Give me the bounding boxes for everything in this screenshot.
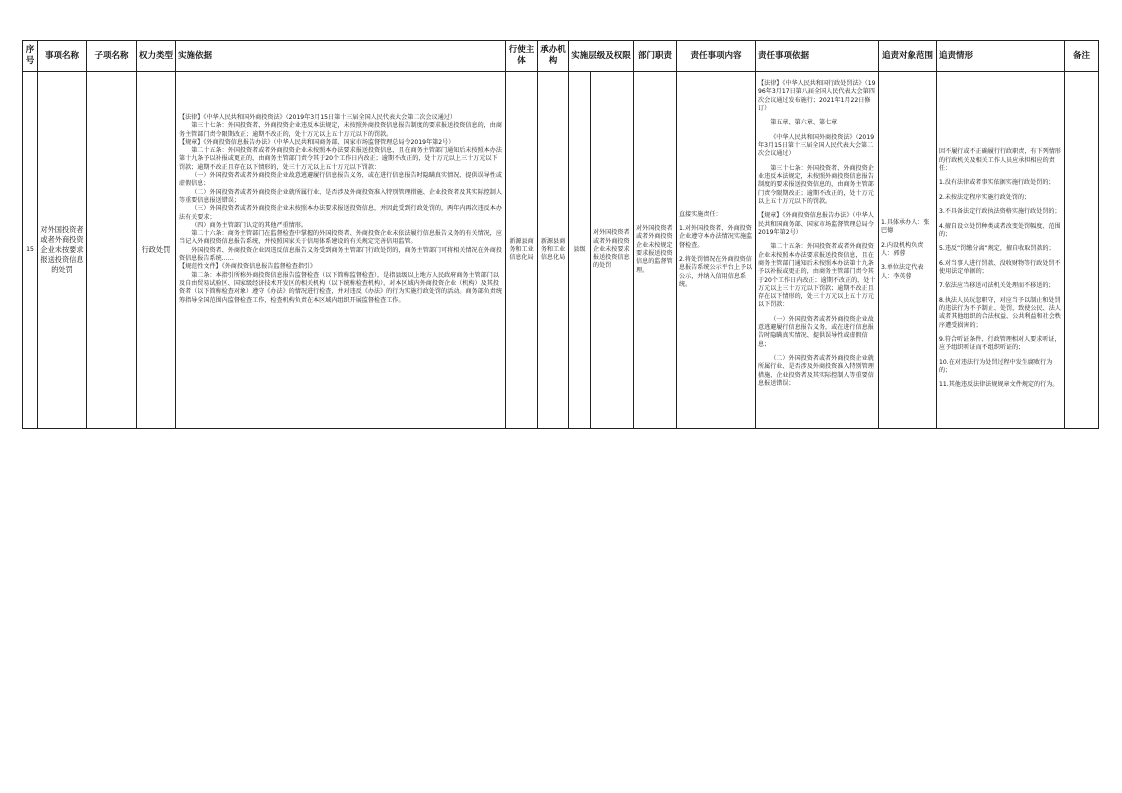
- basis-paragraphs: [179, 74, 502, 426]
- cell-scope: [879, 72, 937, 429]
- power-list-table: [22, 40, 1099, 429]
- header-org: 承办机构: [538, 41, 569, 72]
- basis-paragraph: （二）外国投资者或者外商投资企业就所属行业、是否涉及外商投资准入特别管理措施、企业投资者及其实际控制人等重要信息报送错误；: [179, 188, 502, 204]
- cell-resp-content: [677, 72, 756, 429]
- situation-paragraph: 8.执法人员玩忽职守，对应当予以制止和处罚的违法行为不予制止、处罚，致使公民、法人或者其他组织的合法权益、公共利益和社会秩序遭受损害的；: [939, 296, 1061, 329]
- situation-paragraph: 4.擅自设立处罚种类或者改变处罚幅度、范围的；: [939, 222, 1061, 238]
- cell-remark: [1065, 72, 1099, 429]
- resp-content-paragraph: 2.将处罚情况在外商投资信息报告系统公示平台上予以公示，并纳入信用信息系统。: [679, 256, 753, 288]
- cell-item-name: 对外国投资者或者外商投资企业未按要求报送投资信息的处罚: [38, 72, 87, 429]
- cell-power-type: 行政处罚: [137, 72, 176, 429]
- cell-level-auth: 对外国投资者或者外商投资企业未按要求报送投资信息的处罚: [591, 72, 634, 429]
- header-resp-basis: 责任事项依据: [756, 41, 879, 72]
- header-resp-content: 责任事项内容: [677, 41, 756, 72]
- cell-sub-item: [87, 72, 137, 429]
- resp-basis-paragraph: 第三十七条：外国投资者、外商投资企业违反本法规定，未按照外商投资信息报告制度的要求报送投资信息的，由商务主管部门责令限期改正；逾期不改正的，处十万元以上五十万元以下的罚款。: [758, 164, 874, 205]
- cell-dept-duty: 对外国投资者或者外商投资企业未按规定要求报送投资信息的监督管理。: [634, 72, 677, 429]
- cell-seq: 15: [23, 72, 38, 429]
- resp-basis-paragraph: 第二十五条：外国投资者或者外商投资企业未按照本办法要求报送投资信息，且在商务主管部门通知后未按照本办法第十九条予以补报或更正的，由商务主管部门责令其于20个工作日内改正；逾期不改正的，处十万元以上三十万元以下罚款；逾期不改正且存在以下情形的，处三十万元以上五十万元以下罚款：: [758, 243, 876, 309]
- header-item-name: 事项名称: [38, 41, 87, 72]
- situation-paragraph: 10.在对违法行为处罚过程中发生腐败行为的；: [939, 358, 1053, 374]
- basis-paragraph: （四）商务主管部门认定的其他严重情形。: [191, 221, 307, 229]
- basis-paragraph: 第二十六条：商务主管部门在监督检查中掌握的外国投资者、外商投资企业未依法履行信息报告义务的有关情况，应当记入外商投资信息报告系统，并按照国家关于信用体系建设的有关规定完善信用监管。: [179, 230, 502, 246]
- header-power-type: 权力类型: [137, 41, 176, 72]
- header-seq: 序号: [23, 41, 38, 72]
- resp-basis-paragraph: 第五章、第六章、第七章: [770, 119, 838, 127]
- cell-level: 县级: [569, 72, 591, 429]
- situation-paragraph: 1.没有法律或者事实依据实施行政处罚的；: [939, 179, 1055, 187]
- basis-paragraph: （三）外国投资者或者外商投资企业未按照本办法要求报送投资信息，并因此受到行政处罚的，两年内再次违反本办法有关要求；: [179, 205, 502, 221]
- resp-basis-paragraph: （一）外国投资者或者外商投资企业故意逃避履行信息报告义务，或在进行信息报告时隐瞒真实情况、提供误导性或虚假信息；: [758, 315, 874, 348]
- resp-content-paragraph: 直接实施责任：: [679, 210, 722, 218]
- cell-subject: 新源县商务和工业信息化局: [506, 72, 538, 429]
- situation-paragraph: 6.对当事人进行罚款、没收财物等行政处罚不使用法定单据的；: [939, 259, 1061, 275]
- header-subject: 行使主体: [506, 41, 538, 72]
- situation-paragraph: 3.不具备法定行政执法资格实施行政处罚的；: [939, 208, 1061, 216]
- basis-paragraph: 第二十五条：外国投资者或者外商投资企业未按照本办法要求报送投资信息，且在商务主管部门通知后未按照本办法第十九条予以补报或更正的，由商务主管部门责令其于20个工作日内改正；逾期不改正的，处十万元以上三十万元以下罚款；逾期不改正且存在以下情形的，处三十万元以上五十万元以下罚款：: [179, 147, 502, 171]
- cell-situation: [937, 72, 1065, 429]
- situation-paragraph: 因不履行或不正确履行行政职责，有下列情形的行政机关及相关工作人员应承担相应的责任：: [939, 148, 1061, 172]
- scope-paragraph: 3.单位法定代表人：李英蓉: [881, 264, 924, 280]
- situation-paragraph: 11.其他违反法律法规规章文件规定的行为。: [939, 381, 1059, 389]
- resp-basis-paragraph: 《中华人民共和国外商投资法》（2019年3月15日第十三届全国人民代表大会第二次会议通过）: [758, 133, 875, 158]
- situation-paragraph: 7.依法应当移送司法机关处理而不移送的；: [939, 282, 1055, 290]
- resp-basis-paragraph: 【法律】《中华人民共和国行政处罚法》（1996年3月17日第八届全国人民代表大会第四次会议通过发布施行；2021年1月22日修订）: [758, 80, 876, 112]
- basis-paragraph: （一）外国投资者或者外商投资企业故意逃避履行信息报告义务，或在进行信息报告时隐瞒真实情况、提供误导性或虚假信息；: [179, 172, 502, 188]
- header-basis: 实施依据: [176, 41, 506, 72]
- header-sub-item: 子项名称: [87, 41, 137, 72]
- cell-org: 新源县商务和工业信息化局: [538, 72, 569, 429]
- basis-paragraph: 第二条：本指引所称外商投资信息报告监督检查（以下简称监督检查），是指县级以上地方人民政府商务主管部门以及自由贸易试验区、国家级经济技术开发区的相关机构（以下统称检查机构），对本区域内外商投资企业（机构）及其投资者（以下简称检查对象）遵守《办法》的情况进行检查，并对违反《办法》的行为实施行政处罚的活动。商务部负责统筹指导全国范围内监督检查工作，检查机构负责在本区域内组织开展监督检查工作。: [179, 271, 502, 304]
- basis-paragraph: 外国投资者、外商投资企业因违反信息报告义务受到商务主管部门行政处罚的，商务主管部门可将相关情况在外商投资信息报告系统……: [179, 246, 502, 263]
- basis-paragraph: 【法律】《中华人民共和国外商投资法》（2019年3月15日第十三届全国人民代表大会第二次会议通过）: [179, 114, 456, 121]
- cell-resp-basis: [756, 72, 879, 429]
- resp-content-paragraph: 1.对外国投资者、外商投资企业遵守本办法情况实施监督检查。: [679, 225, 753, 249]
- header-row: [23, 41, 1099, 72]
- situation-paragraph: 5.违反“罚缴分离”规定，擅自收取罚款的；: [939, 245, 1055, 253]
- header-level: 实施层级及权限: [569, 41, 634, 72]
- header-dept-duty: 部门职责: [634, 41, 677, 72]
- situation-paragraphs: [939, 104, 1062, 389]
- basis-paragraph: 【规范性文件】《外商投资信息报告监督检查指引》: [179, 263, 317, 271]
- header-scope: 追责对象范围: [879, 41, 937, 72]
- resp-basis-paragraphs: [758, 74, 876, 426]
- header-remark: 备注: [1065, 41, 1099, 72]
- resp-basis-paragraph: （二）外国投资者或者外商投资企业就所属行业、是否涉及外商投资准入特别管理措施、企业投资者及其实际控制人等重要信息报送错误；: [758, 355, 874, 387]
- header-situation: 追责情形: [937, 41, 1065, 72]
- scope-paragraph: 1.具体承办人：张巴德: [881, 219, 930, 235]
- cell-basis: [176, 72, 506, 429]
- scope-paragraph: 2.内设机构负责人：郭蓉: [881, 241, 924, 257]
- situation-paragraph: 9.符合听证条件、行政管理相对人要求听证，应予组织听证而不组织听证的；: [939, 335, 1061, 352]
- table-row: [23, 72, 1099, 429]
- situation-paragraph: 2.未按法定程序实施行政处罚的；: [939, 193, 1031, 201]
- scope-paragraphs: [881, 219, 934, 281]
- basis-paragraph: 【规章】《外商投资信息报告办法》（中华人民共和国商务部、国家市场监督管理总局令2019年第2号）: [179, 138, 455, 146]
- resp-basis-paragraph: 【规章】《外商投资信息报告办法》（中华人民共和国商务部、国家市场监督管理总局令2019年第2号）: [758, 212, 874, 236]
- basis-paragraph: 第三十七条：外国投资者、外商投资企业违反本法规定，未按照外商投资信息报告制度的要求报送投资信息的，由商务主管部门责令限期改正；逾期不改正的，处十万元以上五十万元以下的罚款。: [179, 122, 502, 138]
- resp-content-paragraphs: [679, 211, 753, 290]
